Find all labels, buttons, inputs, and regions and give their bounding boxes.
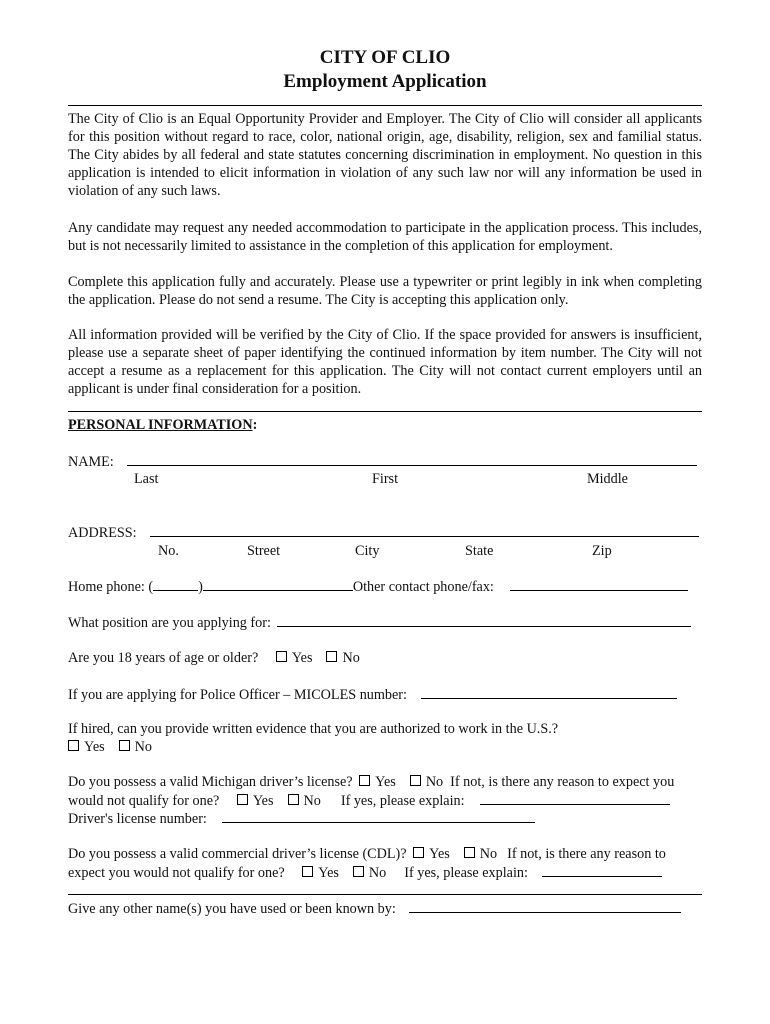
other-phone-input-line[interactable] xyxy=(510,577,688,591)
dl-followup-text: If not, is there any reason to expect you xyxy=(450,774,675,790)
other-names-row xyxy=(68,899,702,918)
section-divider xyxy=(68,411,702,412)
cdl-no-label: No xyxy=(479,846,498,862)
other-names-input-line[interactable] xyxy=(409,899,681,913)
cdl-followup-text-2: expect you would not qualify for one? xyxy=(68,865,285,881)
cdl-explain-input-line[interactable] xyxy=(542,863,662,877)
drivers-license-number-row xyxy=(68,809,702,828)
dl-followup-text-2: would not qualify for one? xyxy=(68,793,220,809)
age-row xyxy=(68,649,702,667)
micoles-input-line[interactable] xyxy=(421,685,677,699)
cdl-row xyxy=(68,845,702,863)
area-code-input-line[interactable] xyxy=(153,577,198,591)
drivers-license-row xyxy=(68,773,702,791)
cdl-question: Do you possess a valid commercial driver’s license (CDL)? xyxy=(68,846,407,862)
position-row xyxy=(68,613,702,632)
age-no-label: No xyxy=(342,650,360,666)
dl-qualify-yes-label: Yes xyxy=(252,793,274,809)
micoles-label: If you are applying for Police Officer – MICOLES number: xyxy=(68,687,407,703)
dl-number-label: Driver's license number: xyxy=(68,811,207,827)
name-middle-caption: Middle xyxy=(587,471,628,487)
drivers-license-question: Do you possess a valid Michigan driver’s license? xyxy=(68,774,353,790)
paren-close: ) xyxy=(198,579,203,595)
work-auth-options xyxy=(68,738,702,756)
address-city-caption: City xyxy=(355,543,380,559)
dl-explain-label: If yes, please explain: xyxy=(340,793,465,809)
cdl-followup-text: If not, is there any reason to xyxy=(507,846,666,862)
age-no-checkbox[interactable] xyxy=(326,651,337,662)
other-names-label: Give any other name(s) you have used or been known by: xyxy=(68,901,396,917)
name-last-caption: Last xyxy=(134,471,159,487)
section-title: PERSONAL INFORMATION: xyxy=(68,417,258,433)
dl-explain-input-line[interactable] xyxy=(480,791,670,805)
city-title: CITY OF CLIO xyxy=(319,47,451,68)
age-yes-checkbox[interactable] xyxy=(276,651,287,662)
address-label: ADDRESS: xyxy=(68,525,137,541)
home-phone-label: Home phone: ( xyxy=(68,579,154,595)
cdl-yes-checkbox[interactable] xyxy=(413,847,424,858)
home-phone-input-line[interactable] xyxy=(203,577,353,591)
name-first-caption: First xyxy=(372,471,399,487)
dl-qualify-no-checkbox[interactable] xyxy=(288,794,299,805)
cdl-yes-label: Yes xyxy=(429,846,450,862)
cdl-explain-label: If yes, please explain: xyxy=(404,865,528,881)
drivers-license-row-2 xyxy=(68,791,702,810)
intro-paragraph-eeo: The City of Clio is an Equal Opportunity Provider and Employer. The City of Clio will consider all applicants for this position without regard to race, color, national origin, age, disability, religion, sex and familial status. The City abides by all federal and state statutes concerning discrimination in employment. No question in this application is intended to elicit information in violation of any such law nor will any information be used in violation of any such laws. xyxy=(68,111,702,199)
address-street-caption: Street xyxy=(247,543,281,559)
work-auth-yes-checkbox[interactable] xyxy=(68,740,79,751)
cdl-qualify-no-checkbox[interactable] xyxy=(353,866,364,877)
cdl-qualify-yes-checkbox[interactable] xyxy=(302,866,313,877)
age-yes-label: Yes xyxy=(291,650,313,666)
cdl-no-checkbox[interactable] xyxy=(464,847,475,858)
other-phone-label: Other contact phone/fax: xyxy=(352,579,494,595)
header-divider xyxy=(68,105,702,106)
work-auth-no-checkbox[interactable] xyxy=(119,740,130,751)
address-zip-caption: Zip xyxy=(592,543,612,559)
phone-row xyxy=(68,577,702,596)
address-row xyxy=(68,523,702,542)
dl-yes-label: Yes xyxy=(375,774,396,790)
dl-qualify-yes-checkbox[interactable] xyxy=(237,794,248,805)
document-title: Employment Application xyxy=(283,71,487,92)
name-label: NAME: xyxy=(68,454,114,470)
work-auth-no-label: No xyxy=(134,739,152,755)
name-row xyxy=(68,452,702,471)
position-label: What position are you applying for: xyxy=(68,615,271,631)
micoles-row xyxy=(68,685,702,704)
address-state-caption: State xyxy=(465,543,494,559)
dl-no-label: No xyxy=(425,774,444,790)
address-input-line[interactable] xyxy=(150,523,699,537)
work-auth-yes-label: Yes xyxy=(84,739,105,755)
address-no-caption: No. xyxy=(158,543,179,559)
dl-qualify-no-label: No xyxy=(303,793,321,809)
dl-number-input-line[interactable] xyxy=(222,809,535,823)
work-auth-question: If hired, can you provide written evidence that you are authorized to work in the U.S.? xyxy=(68,721,559,737)
cdl-qualify-yes-label: Yes xyxy=(318,865,339,881)
dl-no-checkbox[interactable] xyxy=(410,775,421,786)
dl-yes-checkbox[interactable] xyxy=(359,775,370,786)
cdl-explain-continuation-line[interactable] xyxy=(68,894,702,895)
name-input-line[interactable] xyxy=(127,452,697,466)
intro-paragraph-accommodation: Any candidate may request any needed accommodation to participate in the application process. This includes, but is not necessarily limited to assistance in the completion of this application for employment. xyxy=(68,220,702,254)
cdl-row-2 xyxy=(68,863,702,882)
age-question: Are you 18 years of age or older? xyxy=(68,650,259,666)
position-input-line[interactable] xyxy=(277,613,691,627)
intro-paragraph-instructions: Complete this application fully and accurately. Please use a typewriter or print legibly in ink when completing the application. Please do not send a resume. The City is accepting this application only. xyxy=(68,274,702,308)
intro-paragraph-verification: All information provided will be verified by the City of Clio. If the space provided for answers is insufficient, please use a separate sheet of paper identifying the continued information by item number. The City will not accept a resume as a replacement for this application. The City will not contact current employers until an applicant is under final consideration for a position. xyxy=(68,327,702,397)
cdl-qualify-no-label: No xyxy=(368,865,387,881)
